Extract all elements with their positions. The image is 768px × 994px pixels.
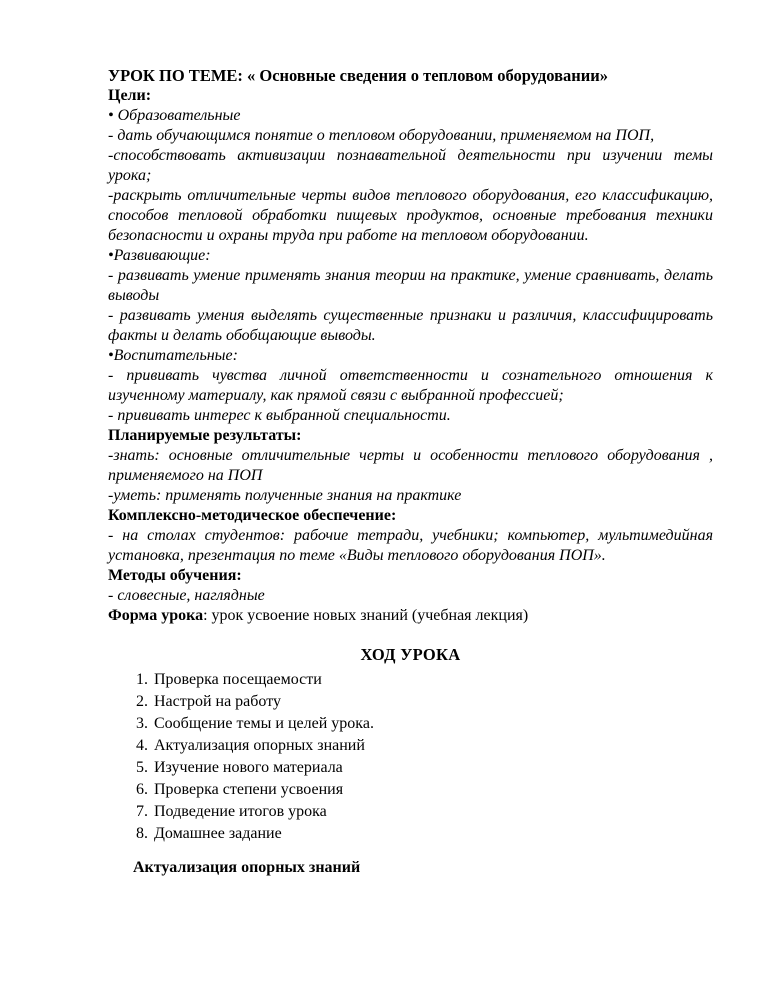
- upbringing-label: •Воспитательные:: [108, 347, 238, 364]
- developing-goal-1: - развивать умение применять знания теории на практике, умение сравнивать, делать выводы: [108, 267, 713, 304]
- developing-goal-2: - развивать умения выделять существенные признаки и различия, классифицировать факты и делать обобщающие выводы.: [108, 307, 713, 344]
- methods-text: - словесные, наглядные: [108, 587, 265, 604]
- educational-goal-1: - дать обучающимся понятие о тепловом оборудовании, применяемом на ПОП,: [108, 127, 655, 144]
- upbringing-goal-1: - прививать чувства личной ответственности и сознательного отношения к изученному материалу, как прямой связи с выбранной профессией;: [108, 367, 713, 404]
- goals-heading: Цели:: [108, 87, 152, 104]
- list-item: Подведение итогов урока: [154, 803, 327, 820]
- list-item: Проверка посещаемости: [154, 671, 322, 688]
- list-item: Изучение нового материала: [154, 759, 343, 776]
- lesson-document: [108, 62, 713, 878]
- support-text: - на столах студентов: рабочие тетради, учебники; компьютер, мультимедийная установка, презентация по теме «Виды теплового оборудования ПОП».: [108, 527, 713, 564]
- educational-goal-2: -способствовать активизации познавательной деятельности при изучении темы урока;: [108, 147, 713, 184]
- form-label: Форма урока: [108, 607, 204, 624]
- final-heading: Актуализация опорных знаний: [133, 859, 361, 876]
- list-item: Домашнее задание: [154, 825, 282, 842]
- support-heading: Комплексно-методическое обеспечение:: [108, 507, 397, 524]
- upbringing-goal-2: - прививать интерес к выбранной специальности.: [108, 407, 451, 424]
- results-can: -уметь: применять полученные знания на практике: [108, 487, 462, 504]
- methods-heading: Методы обучения:: [108, 567, 242, 584]
- form-text: : урок усвоение новых знаний (учебная лекция): [203, 607, 529, 624]
- results-know: -знать: основные отличительные черты и особенности теплового оборудования , применяемого на ПОП: [108, 447, 713, 484]
- lesson-steps-list: [108, 669, 713, 845]
- course-heading: ХОД УРОКА: [360, 645, 461, 664]
- educational-label: • Образовательные: [108, 107, 241, 124]
- developing-label: •Развивающие:: [108, 247, 211, 264]
- list-item: Настрой на работу: [154, 693, 281, 710]
- list-item: Проверка степени усвоения: [154, 781, 344, 798]
- list-item: Сообщение темы и целей урока.: [154, 715, 374, 732]
- list-item: Актуализация опорных знаний: [154, 737, 365, 754]
- results-heading: Планируемые результаты:: [108, 427, 302, 444]
- educational-goal-3: -раскрыть отличительные черты видов теплового оборудования, его классификацию, способов тепловой обработки пищевых продуктов, основные требования техники безопасности и охраны труда при работе на тепловом оборудовании.: [108, 187, 713, 244]
- lesson-title: УРОК ПО ТЕМЕ: « Основные сведения о тепловом оборудовании»: [108, 66, 609, 85]
- lesson-form: [108, 606, 713, 626]
